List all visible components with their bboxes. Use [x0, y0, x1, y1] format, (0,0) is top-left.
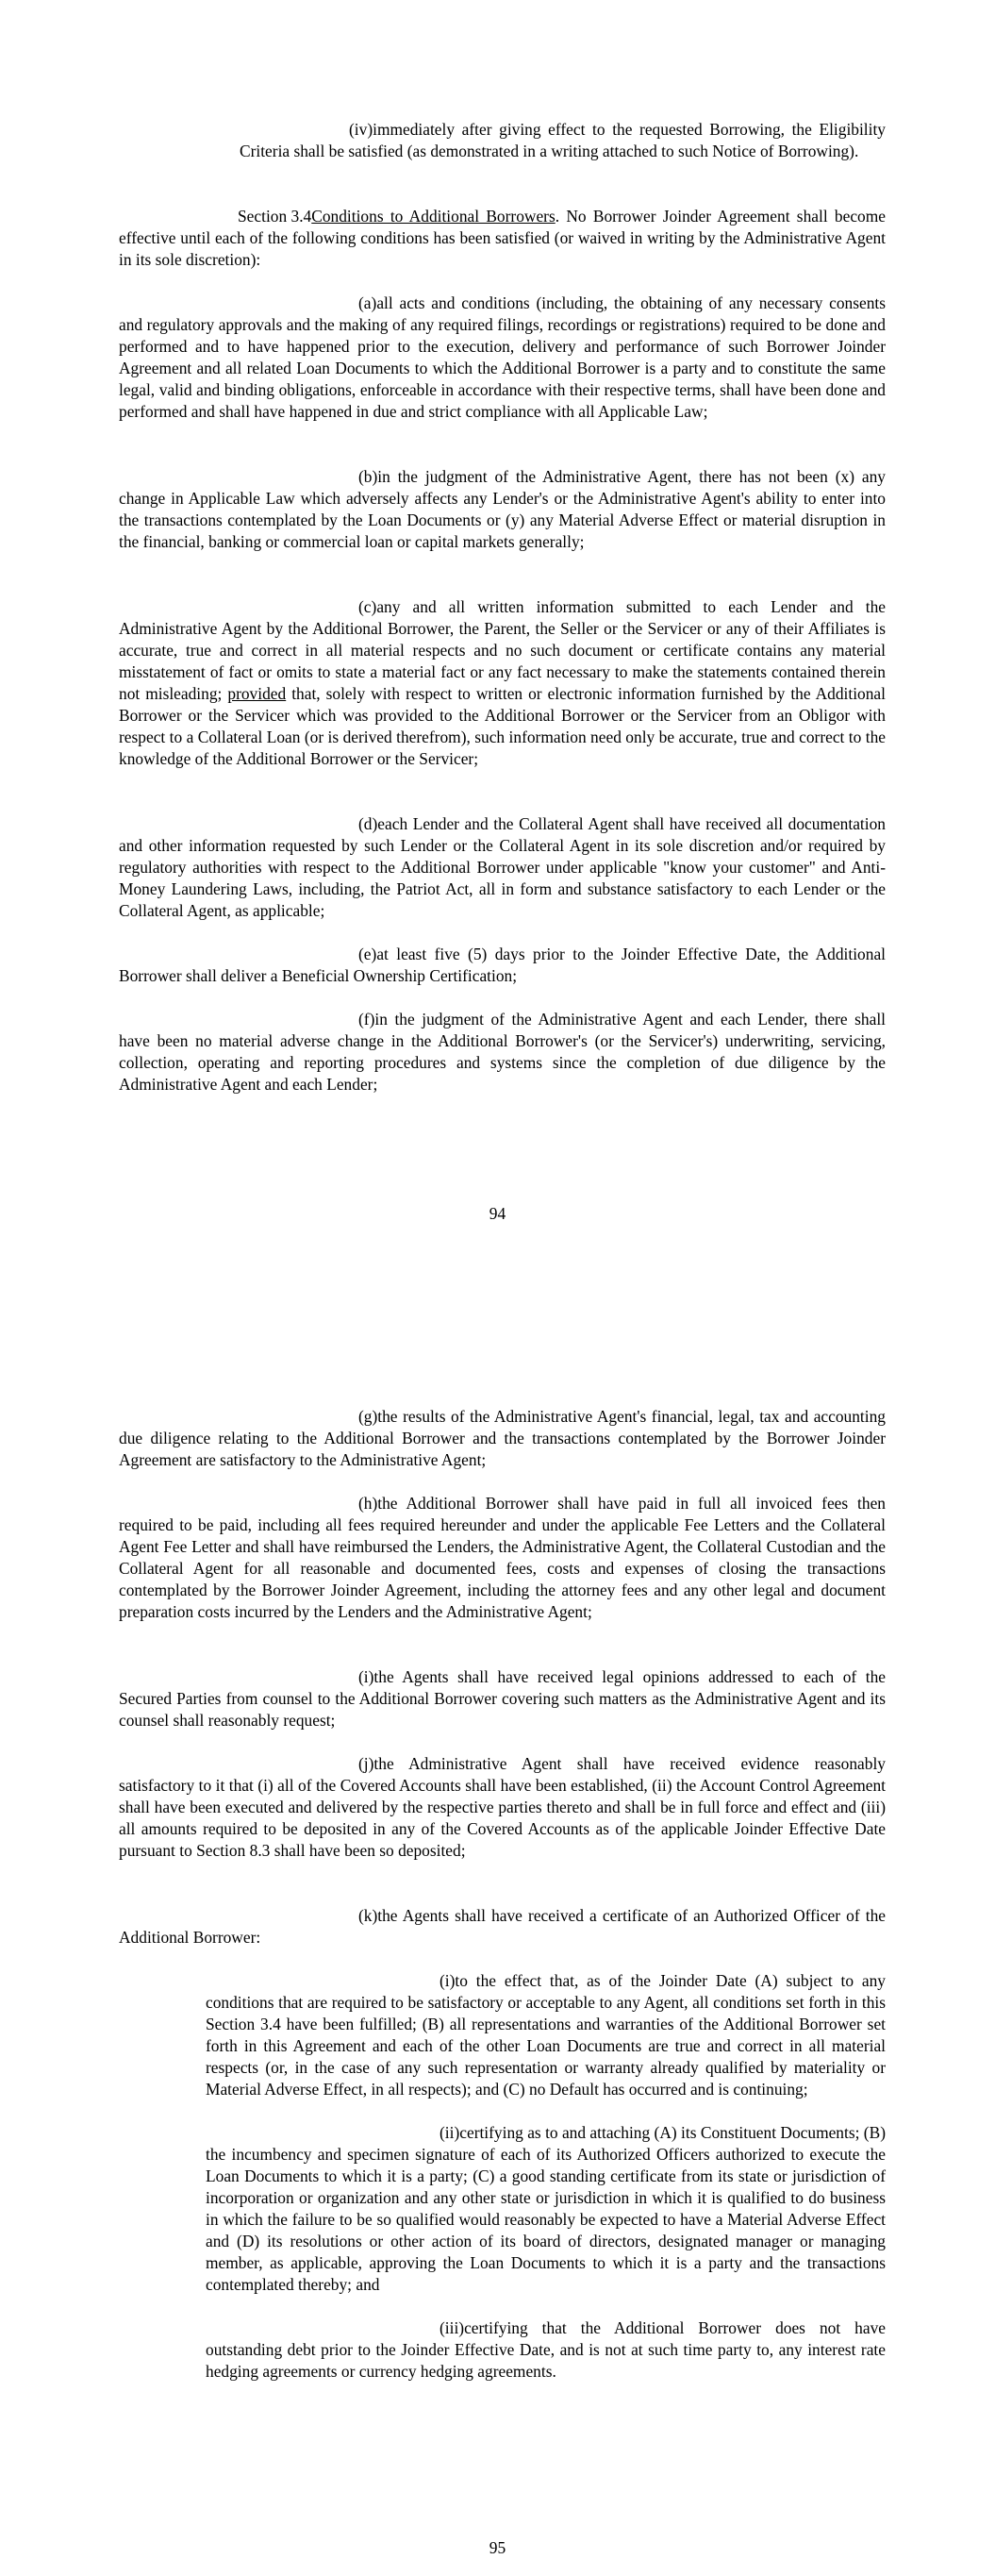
item-h-label: (h)	[358, 1494, 378, 1513]
item-a-text: all acts and conditions (including, the obtaining of any necessary consents and regulatory approvals and the making of any required filings, recordings or registrations) required to be done and performed and to have happened prior to the execution, delivery and performance of such Borrower Joinder Agreement and all related Loan Documents to which the Additional Borrower is a party and to constitute the same legal, valid and binding obligations, enforceable in accordance with their respective terms, shall have been done and performed and shall have happened in due and strict compliance with all Applicable Law;	[119, 293, 886, 421]
item-e-text: at least five (5) days prior to the Joinder Effective Date, the Additional Borrower shall deliver a Beneficial Ownership Certification;	[119, 945, 886, 985]
item-k-iii-label: (iii)	[439, 2318, 465, 2337]
item-e-label: (e)	[358, 945, 377, 963]
item-f-label: (f)	[358, 1010, 375, 1029]
page-95	[0, 1345, 995, 2576]
section-3-4-title: Conditions to Additional Borrowers	[311, 207, 556, 226]
section-3-4-number: Section 3.4	[238, 207, 312, 226]
item-k-ii-label: (ii)	[439, 2123, 460, 2142]
item-k-iii-text: certifying that the Additional Borrower does not have outstanding debt prior to the Joinder Effective Date, and is not at such time party to, any interest rate hedging agreements or currency hedging agreements.	[206, 2318, 886, 2381]
section-3-4	[119, 206, 886, 271]
item-k-label: (k)	[358, 1906, 378, 1925]
item-d-label: (d)	[358, 814, 378, 833]
page-number: 95	[489, 2538, 506, 2557]
item-a	[119, 293, 886, 423]
item-c	[119, 596, 886, 770]
item-a-label: (a)	[358, 293, 377, 312]
section-3-4-text: . No Borrower Joinder Agreement shall become effective until each of the following conditions has been satisfied (or waived in writing by the Administrative Agent in its sole discretion):	[119, 207, 886, 269]
item-c-text-after: that, solely with respect to written or electronic information furnished by the Additional Borrower or the Servicer which was provided to the Additional Borrower or the Servicer from an Obligor with respect to a Collateral Loan (or is derived therefrom), such information need only be accurate, true and correct to the knowledge of the Additional Borrower or the Servicer;	[119, 684, 886, 768]
item-e	[119, 944, 886, 987]
item-g-label: (g)	[358, 1407, 378, 1426]
item-j-label: (j)	[358, 1754, 374, 1773]
item-k-i	[206, 1970, 886, 2100]
item-k-ii-text: certifying as to and attaching (A) its Constituent Documents; (B) the incumbency and specimen signature of each of its Authorized Officers authorized to execute the Loan Documents to which it is a party; (C) a good standing certificate from its state or jurisdiction of incorporation or organization and any other state or jurisdiction in which it is qualified to do business in which the failure to be so qualified would reasonably be expected to have a Material Adverse Effect and (D) its resolutions or other action of its board of directors, designated manager or managing member, as applicable, approving the Loan Documents to which it is a party and the transactions contemplated thereby; and	[206, 2123, 886, 2294]
item-c-provided: provided	[227, 684, 287, 703]
item-iv-label: (iv)	[349, 120, 373, 139]
item-f	[119, 1009, 886, 1096]
item-k-ii	[206, 2122, 886, 2296]
item-h-text: the Additional Borrower shall have paid in full all invoiced fees then required to be paid, including all fees required hereunder and under the applicable Fee Letters and the Collateral Agent Fee Letter and shall have reimbursed the Lenders, the Administrative Agent, the Collateral Custodian and the Collateral Agent for all reasonable and documented fees, costs and expenses of closing the transactions contemplated by the Borrower Joinder Agreement, including the attorney fees and any other legal and document preparation costs incurred by the Lenders and the Administrative Agent;	[119, 1494, 886, 1621]
item-k-text: the Agents shall have received a certificate of an Authorized Officer of the Additional Borrower:	[119, 1906, 886, 1947]
item-k-i-label: (i)	[439, 1971, 456, 1990]
item-j	[119, 1753, 886, 1862]
item-i	[119, 1666, 886, 1731]
item-c-label: (c)	[358, 597, 377, 616]
item-f-text: in the judgment of the Administrative Agent and each Lender, there shall have been no material adverse change in the Additional Borrower's (or the Servicer's) underwriting, servicing, collection, operating and reporting procedures and systems since the completion of due diligence by the Administrative Agent and each Lender;	[119, 1010, 886, 1094]
item-k-i-text: to the effect that, as of the Joinder Date (A) subject to any conditions that are required to be satisfactory or acceptable to any Agent, all conditions set forth in this Section 3.4 have been fulfilled; (B) all representations and warranties of the Additional Borrower set forth in this Agreement and each of the other Loan Documents are true and correct in all material respects (or, in the case of any such representation or warranty already qualified by materiality or Material Adverse Effect, in all respects); and (C) no Default has occurred and is continuing;	[206, 1971, 886, 2099]
item-iv	[240, 119, 886, 162]
item-i-label: (i)	[358, 1667, 374, 1686]
item-i-text: the Agents shall have received legal opinions addressed to each of the Secured Parties from counsel to the Additional Borrower covering such matters as the Administrative Agent and its counsel shall reasonably request;	[119, 1667, 886, 1730]
item-g-text: the results of the Administrative Agent's financial, legal, tax and accounting due diligence relating to the Additional Borrower and the transactions contemplated by the Borrower Joinder Agreement are satisfactory to the Administrative Agent;	[119, 1407, 886, 1469]
item-j-text: the Administrative Agent shall have received evidence reasonably satisfactory to it that (i) all of the Covered Accounts shall have been established, (ii) the Account Control Agreement shall have been executed and delivered by the respective parties thereto and shall be in full force and effect and (iii) all amounts required to be deposited in any of the Covered Accounts as of the applicable Joinder Effective Date pursuant to Section 8.3 shall have been so deposited;	[119, 1754, 886, 1860]
page-number: 94	[489, 1204, 506, 1223]
item-c-text-before: any and all written information submitted to each Lender and the Administrative Agent by the Additional Borrower, the Parent, the Seller or the Servicer or any of their Affiliates is accurate, true and correct in all material respects and no such document or certificate contains any material misstatement of fact or omits to state a material fact or any fact necessary to make the statements contained therein not misleading;	[119, 597, 886, 703]
item-g	[119, 1406, 886, 1471]
item-b-text: in the judgment of the Administrative Agent, there has not been (x) any change in Applicable Law which adversely affects any Lender's or the Administrative Agent's ability to enter into the transactions contemplated by the Loan Documents or (y) any Material Adverse Effect or material disruption in the financial, banking or commercial loan or capital markets generally;	[119, 467, 886, 551]
item-b	[119, 466, 886, 553]
item-iv-text: immediately after giving effect to the requested Borrowing, the Eligibility Criteria shall be satisfied (as demonstrated in a writing attached to such Notice of Borrowing).	[240, 120, 886, 160]
item-d-text: each Lender and the Collateral Agent shall have received all documentation and other information requested by such Lender or the Collateral Agent in its sole discretion and/or required by regulatory authorities with respect to the Additional Borrower under applicable "know your customer" and Anti-Money Laundering Laws, including, the Patriot Act, all in form and substance satisfactory to each Lender or the Collateral Agent, as applicable;	[119, 814, 886, 920]
item-k	[119, 1905, 886, 1949]
item-k-iii	[206, 2317, 886, 2383]
item-h	[119, 1493, 886, 1623]
item-b-label: (b)	[358, 467, 378, 486]
item-d	[119, 813, 886, 922]
